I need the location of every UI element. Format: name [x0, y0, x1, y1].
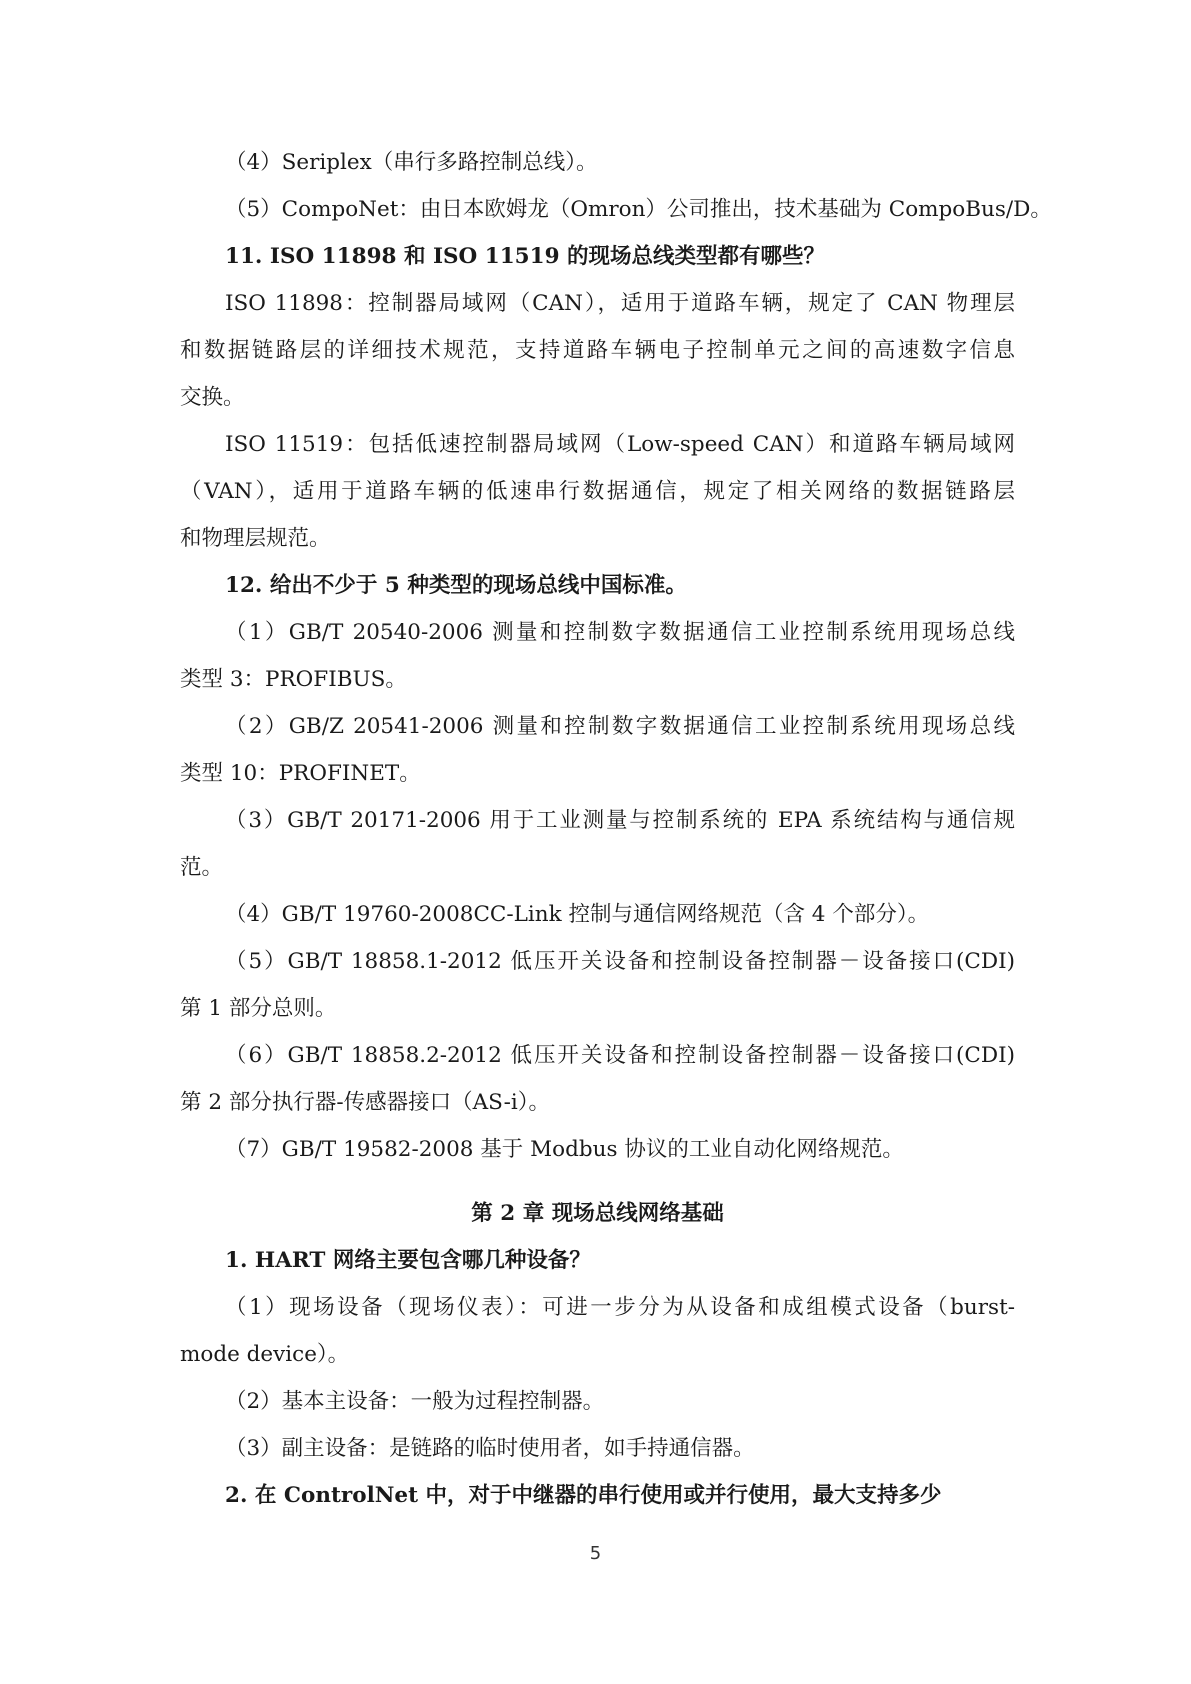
paragraph-iso11519-line3: 和物理层规范。 — [180, 526, 331, 551]
list-item-gbt20171-line2: 范。 — [180, 855, 224, 880]
list-item-gbt20540-line2: 类型 3：PROFIBUS。 — [180, 667, 407, 692]
list-item-field-device-line1: （1）现场设备（现场仪表）：可进一步分为从设备和成组模式设备（burst- — [225, 1295, 1015, 1320]
list-item-gbt18858-1-line2: 第 1 部分总则。 — [180, 996, 337, 1021]
list-item-gbt18858-2-line1: （6）GB/T 18858.2-2012 低压开关设备和控制设备控制器－设备接口(CDI) — [225, 1043, 1015, 1068]
list-item-gbt20171-line1: （3）GB/T 20171-2006 用于工业测量与控制系统的 EPA 系统结构与通信规 — [225, 808, 1015, 833]
list-item-secondary-master: （3）副主设备：是链路的临时使用者，如手持通信器。 — [225, 1436, 755, 1461]
question-heading-controlnet: 2. 在 ControlNet 中，对于中继器的串行使用或并行使用，最大支持多少 — [225, 1483, 942, 1508]
list-item-componet: （5）CompoNet：由日本欧姆龙（Omron）公司推出，技术基础为 CompoBus/D。 — [225, 197, 1052, 222]
paragraph-iso11898-line1: ISO 11898：控制器局域网（CAN），适用于道路车辆，规定了 CAN 物理层 — [225, 291, 1015, 316]
list-item-field-device-line2: mode device）。 — [180, 1342, 350, 1367]
list-item-gbz20541-line2: 类型 10：PROFINET。 — [180, 761, 421, 786]
list-item-primary-master: （2）基本主设备：一般为过程控制器。 — [225, 1389, 605, 1414]
list-item-gbt18858-1-line1: （5）GB/T 18858.1-2012 低压开关设备和控制设备控制器－设备接口(CDI) — [225, 949, 1015, 974]
list-item-gbt20540-line1: （1）GB/T 20540-2006 测量和控制数字数据通信工业控制系统用现场总线 — [225, 620, 1015, 645]
list-item-gbt19760: （4）GB/T 19760-2008CC-Link 控制与通信网络规范（含 4 个部分）。 — [225, 902, 930, 927]
question-heading-hart: 1. HART 网络主要包含哪几种设备？ — [225, 1248, 591, 1273]
page-content — [180, 148, 1052, 1528]
paragraph-iso11519-line2: （VAN），适用于道路车辆的低速串行数据通信，规定了相关网络的数据链路层 — [180, 479, 1015, 504]
list-item-gbz20541-line1: （2）GB/Z 20541-2006 测量和控制数字数据通信工业控制系统用现场总线 — [225, 714, 1015, 739]
question-heading-12: 12. 给出不少于 5 种类型的现场总线中国标准。 — [225, 573, 687, 598]
page-number: 5 — [589, 1543, 602, 1564]
list-item-seriplex: （4）Seriplex（串行多路控制总线）。 — [225, 150, 598, 175]
paragraph-iso11519-line1: ISO 11519：包括低速控制器局域网（Low-speed CAN）和道路车辆局域网 — [225, 432, 1015, 457]
chapter-title: 第 2 章 现场总线网络基础 — [471, 1201, 724, 1226]
list-item-gbt18858-2-line2: 第 2 部分执行器-传感器接口（AS-i）。 — [180, 1090, 551, 1115]
paragraph-iso11898-line3: 交换。 — [180, 385, 245, 410]
list-item-gbt19582: （7）GB/T 19582-2008 基于 Modbus 协议的工业自动化网络规范。 — [225, 1137, 904, 1162]
question-heading-11: 11. ISO 11898 和 ISO 11519 的现场总线类型都有哪些？ — [225, 244, 826, 269]
paragraph-iso11898-line2: 和数据链路层的详细技术规范，支持道路车辆电子控制单元之间的高速数字信息 — [180, 338, 1015, 363]
